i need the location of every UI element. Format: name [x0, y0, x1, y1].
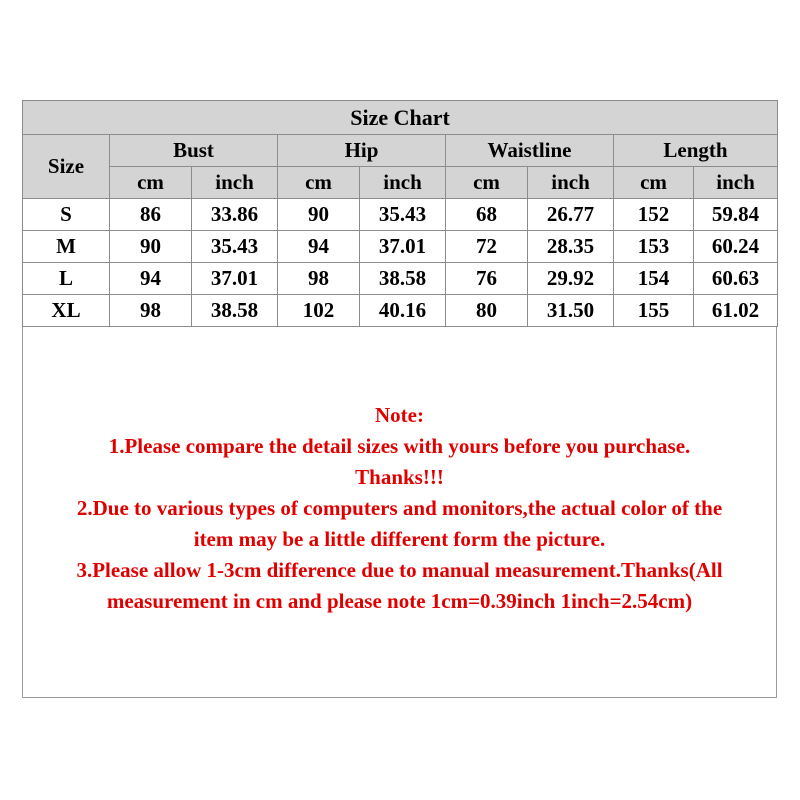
unit-header-inch: inch [192, 167, 278, 199]
group-header-length: Length [614, 135, 778, 167]
table-row [23, 199, 778, 231]
measurement-cell: 94 [278, 231, 360, 263]
measurement-cell: 28.35 [528, 231, 614, 263]
group-header-waistline: Waistline [446, 135, 614, 167]
measurement-cell: 60.63 [694, 263, 778, 295]
measurement-cell: 68 [446, 199, 528, 231]
measurement-cell: 76 [446, 263, 528, 295]
measurement-cell: 90 [278, 199, 360, 231]
measurement-cell: 155 [614, 295, 694, 327]
measurement-cell: 98 [110, 295, 192, 327]
measurement-cell: 26.77 [528, 199, 614, 231]
size-rows [23, 199, 778, 327]
notes-heading: Note: [375, 403, 424, 427]
measurement-cell: 98 [278, 263, 360, 295]
table-row [23, 295, 778, 327]
size-cell: M [23, 231, 110, 263]
measurement-cell: 80 [446, 295, 528, 327]
measurement-cell: 60.24 [694, 231, 778, 263]
unit-header-cm: cm [614, 167, 694, 199]
measurement-cell: 154 [614, 263, 694, 295]
table-row [23, 231, 778, 263]
measurement-cell: 37.01 [192, 263, 278, 295]
measurement-cell: 37.01 [360, 231, 446, 263]
size-cell: XL [23, 295, 110, 327]
measurement-cell: 31.50 [528, 295, 614, 327]
table-row [23, 263, 778, 295]
measurement-cell: 59.84 [694, 199, 778, 231]
measurement-cell: 90 [110, 231, 192, 263]
measurement-cell: 86 [110, 199, 192, 231]
group-header-hip: Hip [278, 135, 446, 167]
table-title: Size Chart [23, 101, 778, 135]
measurement-cell: 153 [614, 231, 694, 263]
note-line: Thanks!!! [355, 465, 444, 489]
note-line: measurement in cm and please note 1cm=0.39inch 1inch=2.54cm) [106, 589, 693, 613]
measurement-cell: 35.43 [360, 199, 446, 231]
note-line: item may be a little different form the picture. [193, 527, 606, 551]
measurement-cell: 38.58 [360, 263, 446, 295]
unit-header-inch: inch [360, 167, 446, 199]
measurement-cell: 152 [614, 199, 694, 231]
measurement-cell: 29.92 [528, 263, 614, 295]
unit-header-inch: inch [694, 167, 778, 199]
measurement-cell: 94 [110, 263, 192, 295]
note-line: 2.Due to various types of computers and monitors,the actual color of the [76, 496, 723, 520]
unit-header-inch: inch [528, 167, 614, 199]
group-header-bust: Bust [110, 135, 278, 167]
measurement-cell: 102 [278, 295, 360, 327]
measurement-cell: 38.58 [192, 295, 278, 327]
unit-header-cm: cm [446, 167, 528, 199]
measurement-cell: 35.43 [192, 231, 278, 263]
size-header: Size [23, 135, 110, 199]
measurement-cell: 40.16 [360, 295, 446, 327]
size-chart-table [22, 100, 778, 327]
measurement-cell: 61.02 [694, 295, 778, 327]
unit-header-cm: cm [110, 167, 192, 199]
size-cell: S [23, 199, 110, 231]
measurement-cell: 33.86 [192, 199, 278, 231]
unit-header-cm: cm [278, 167, 360, 199]
notes-block [22, 400, 777, 617]
note-line: 3.Please allow 1-3cm difference due to manual measurement.Thanks(All [76, 558, 723, 582]
note-line: 1.Please compare the detail sizes with yours before you purchase. [108, 434, 691, 458]
measurement-cell: 72 [446, 231, 528, 263]
size-cell: L [23, 263, 110, 295]
